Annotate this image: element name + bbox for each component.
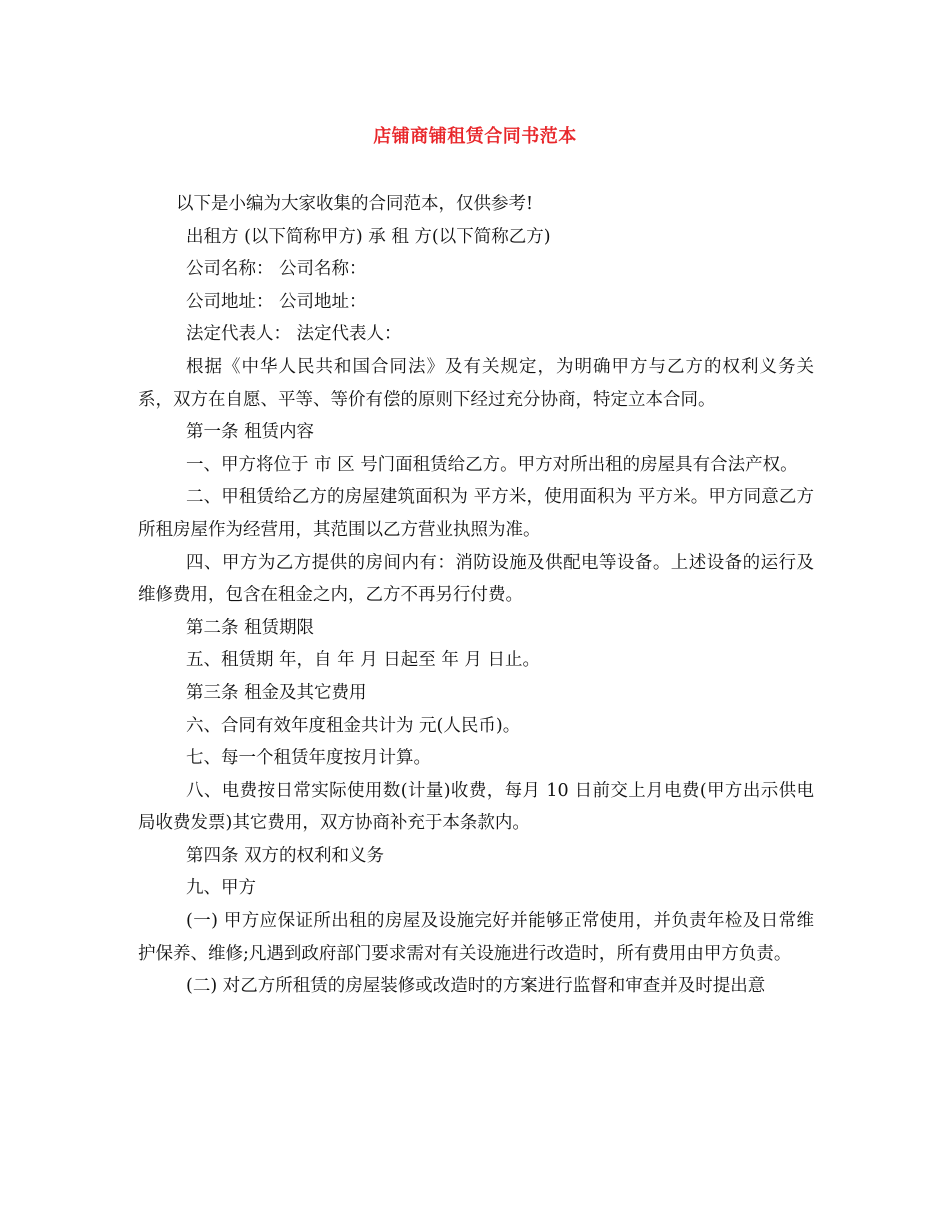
clause-9-item-2: (二) 对乙方所租赁的房屋装修或改造时的方案进行监督和审查并及时提出意 bbox=[186, 976, 766, 997]
document-title: 店铺商铺租赁合同书范本 bbox=[373, 126, 577, 147]
clause-7: 七、每一个租赁年度按月计算。 bbox=[186, 748, 431, 769]
article-2-heading: 第二条 租赁期限 bbox=[186, 617, 315, 638]
paragraph-intro: 以下是小编为大家收集的合同范本，仅供参考! bbox=[176, 194, 534, 214]
clause-6: 六、合同有效年度租金共计为 元(人民币)。 bbox=[186, 715, 521, 736]
paragraph-legal-representative: 法定代表人： 法定代表人： bbox=[186, 324, 402, 345]
article-1-heading: 第一条 租赁内容 bbox=[186, 422, 315, 443]
document-body bbox=[138, 188, 814, 1003]
paragraph-preamble: 根据《中华人民共和国合同法》及有关规定，为明确甲方与乙方的权利义务关系，双方在自愿、平等、等价有偿的原则下经过充分协商，特定立本合同。 bbox=[138, 356, 814, 410]
article-3-heading: 第三条 租金及其它费用 bbox=[186, 682, 367, 703]
paragraph-parties: 出租方 (以下简称甲方) 承 租 方(以下简称乙方) bbox=[186, 226, 551, 247]
paragraph-company-name: 公司名称： 公司名称： bbox=[186, 259, 367, 280]
paragraph-company-address: 公司地址： 公司地址： bbox=[186, 291, 367, 312]
clause-9-item-1: (一) 甲方应保证所出租的房屋及设施完好并能够正常使用，并负责年检及日常维护保养、维修;凡遇到政府部门要求需对有关设施进行改造时，所有费用由甲方负责。 bbox=[138, 911, 814, 964]
clause-5: 五、租赁期 年，自 年 月 日起至 年 月 日止。 bbox=[186, 650, 540, 671]
clause-9: 九、甲方 bbox=[186, 878, 256, 899]
clause-4: 四、甲方为乙方提供的房间内有：消防设施及供配电等设备。上述设备的运行及维修费用，包含在租金之内，乙方不再另行付费。 bbox=[138, 552, 814, 606]
clause-8: 八、电费按日常实际使用数(计量)收费，每月 10 日前交上月电费(甲方出示供电局收费发票)其它费用，双方协商补充于本条款内。 bbox=[138, 780, 814, 834]
clause-1: 一、甲方将位于 市 区 号门面租赁给乙方。甲方对所出租的房屋具有合法产权。 bbox=[186, 454, 798, 475]
article-4-heading: 第四条 双方的权利和义务 bbox=[186, 845, 385, 866]
clause-2: 二、甲租赁给乙方的房屋建筑面积为 平方米，使用面积为 平方米。甲方同意乙方所租房屋作为经营用，其范围以乙方营业执照为准。 bbox=[138, 487, 814, 540]
